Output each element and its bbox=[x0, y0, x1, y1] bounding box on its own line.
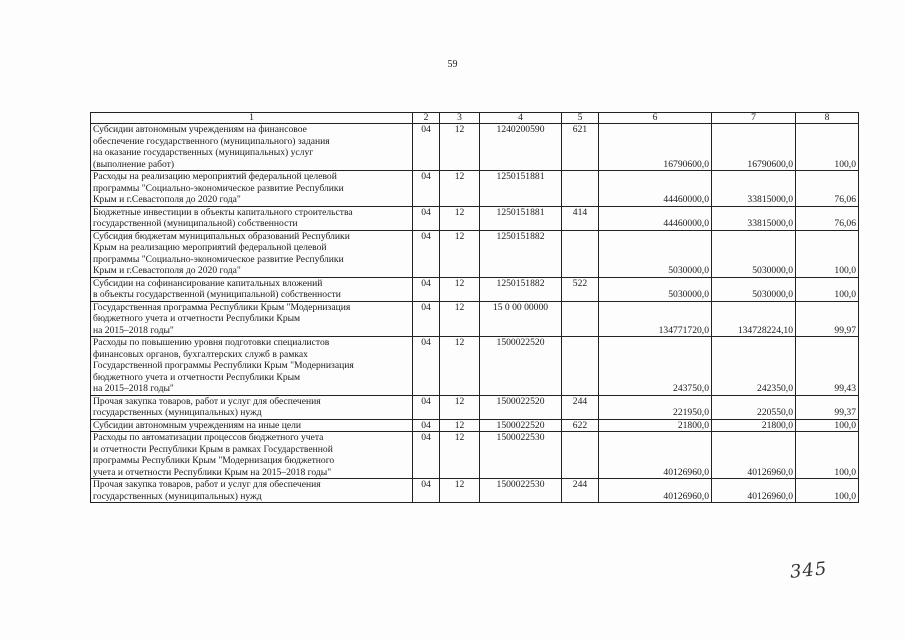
table-row bbox=[91, 277, 859, 301]
subsection-code-cell: 12 bbox=[440, 337, 480, 396]
executed-amount-cell: 40126960,0 bbox=[712, 479, 796, 503]
header-col-2: 2 bbox=[413, 113, 440, 124]
executed-amount-cell: 134728224,10 bbox=[712, 301, 796, 337]
expense-type-cell: 244 bbox=[562, 395, 599, 419]
row-name-cell bbox=[91, 395, 413, 419]
executed-amount-cell: 21800,0 bbox=[712, 419, 796, 432]
row-name-line: Прочая закупка товаров, работ и услуг для обеспечения bbox=[93, 395, 321, 407]
table-row bbox=[91, 124, 859, 171]
planned-amount-cell: 44460000,0 bbox=[599, 171, 712, 207]
target-article-cell: 1250151882 bbox=[480, 230, 562, 277]
subsection-code-cell: 12 bbox=[440, 171, 480, 207]
table-row bbox=[91, 171, 859, 207]
expense-type-cell bbox=[562, 230, 599, 277]
row-name-cell bbox=[91, 206, 413, 230]
subsection-code-cell: 12 bbox=[440, 277, 480, 301]
row-name-cell bbox=[91, 337, 413, 396]
row-name-line: программы "Социально-экономическое развитие Республики bbox=[93, 253, 344, 265]
page-number: 59 bbox=[447, 59, 458, 70]
target-article-cell: 1500022530 bbox=[480, 432, 562, 479]
planned-amount-cell: 44460000,0 bbox=[599, 206, 712, 230]
row-name-cell bbox=[91, 277, 413, 301]
row-name-line: Субсидии автономным учреждениям на иные цели bbox=[93, 419, 302, 431]
execution-percent-cell: 99,37 bbox=[796, 395, 859, 419]
table-row bbox=[91, 395, 859, 419]
target-article-cell: 1240200590 bbox=[480, 124, 562, 171]
row-name-line: государственных (муниципальных) нужд bbox=[93, 490, 262, 502]
planned-amount-cell: 221950,0 bbox=[599, 395, 712, 419]
subsection-code-cell: 12 bbox=[440, 124, 480, 171]
section-code-cell: 04 bbox=[413, 230, 440, 277]
header-col-4: 4 bbox=[480, 113, 562, 124]
expense-type-cell: 622 bbox=[562, 419, 599, 432]
table-body bbox=[91, 113, 859, 503]
executed-amount-cell: 242350,0 bbox=[712, 337, 796, 396]
expense-type-cell: 621 bbox=[562, 124, 599, 171]
header-col-8: 8 bbox=[796, 113, 859, 124]
executed-amount-cell: 220550,0 bbox=[712, 395, 796, 419]
row-name-line: Бюджетные инвестиции в объекты капитального строительства bbox=[93, 206, 353, 218]
section-code-cell: 04 bbox=[413, 395, 440, 419]
section-code-cell: 04 bbox=[413, 479, 440, 503]
row-name-cell bbox=[91, 171, 413, 207]
handwritten-sheet-number: 345 bbox=[789, 558, 829, 583]
subsection-code-cell: 12 bbox=[440, 206, 480, 230]
execution-percent-cell: 100,0 bbox=[796, 419, 859, 432]
execution-percent-cell: 100,0 bbox=[796, 432, 859, 479]
target-article-cell: 1250151881 bbox=[480, 206, 562, 230]
row-name-line: (выполнение работ) bbox=[93, 158, 175, 170]
row-name-line: и отчетности Республики Крым в рамках Государственной bbox=[93, 443, 333, 455]
row-name-line: Прочая закупка товаров, работ и услуг для обеспечения bbox=[93, 479, 321, 490]
planned-amount-cell: 134771720,0 bbox=[599, 301, 712, 337]
execution-percent-cell: 99,97 bbox=[796, 301, 859, 337]
table-row bbox=[91, 432, 859, 479]
target-article-cell: 1500022520 bbox=[480, 395, 562, 419]
section-code-cell: 04 bbox=[413, 206, 440, 230]
row-name-line: в объекты государственной (муниципальной) собственности bbox=[93, 289, 341, 300]
execution-percent-cell: 99,43 bbox=[796, 337, 859, 396]
executed-amount-cell: 33815000,0 bbox=[712, 171, 796, 207]
planned-amount-cell: 40126960,0 bbox=[599, 479, 712, 503]
header-col-5: 5 bbox=[562, 113, 599, 124]
table-header-row bbox=[91, 113, 859, 124]
section-code-cell: 04 bbox=[413, 124, 440, 171]
row-name-line: Крым и г.Севастополя до 2020 года" bbox=[93, 194, 241, 205]
row-name-line: государственной (муниципальной) собственности bbox=[93, 218, 298, 229]
expense-type-cell bbox=[562, 171, 599, 207]
row-name-line: программы "Социально-экономическое развитие Республики bbox=[93, 182, 344, 194]
row-name-cell bbox=[91, 419, 413, 432]
row-name-line: учета и отчетности Республики Крым на 2015–2018 годы" bbox=[93, 466, 332, 478]
section-code-cell: 04 bbox=[413, 277, 440, 301]
row-name-cell bbox=[91, 124, 413, 171]
row-name-line: Крым и г.Севастополя до 2020 года" bbox=[93, 265, 241, 276]
planned-amount-cell: 40126960,0 bbox=[599, 432, 712, 479]
target-article-cell: 1250151881 bbox=[480, 171, 562, 207]
header-col-6: 6 bbox=[599, 113, 712, 124]
section-code-cell: 04 bbox=[413, 337, 440, 396]
target-article-cell: 1500022530 bbox=[480, 479, 562, 503]
expense-type-cell: 244 bbox=[562, 479, 599, 503]
row-name-line: на 2015–2018 годы" bbox=[93, 383, 174, 394]
executed-amount-cell: 16790600,0 bbox=[712, 124, 796, 171]
execution-percent-cell: 100,0 bbox=[796, 277, 859, 301]
expense-type-cell bbox=[562, 337, 599, 396]
row-name-line: Государственной программы Республики Крым "Модернизация bbox=[93, 360, 354, 371]
execution-percent-cell: 100,0 bbox=[796, 124, 859, 171]
section-code-cell: 04 bbox=[413, 432, 440, 479]
planned-amount-cell: 5030000,0 bbox=[599, 230, 712, 277]
section-code-cell: 04 bbox=[413, 171, 440, 207]
row-name-line: Субсидии автономным учреждениям на финансовое bbox=[93, 124, 307, 135]
table-row bbox=[91, 337, 859, 396]
subsection-code-cell: 12 bbox=[440, 230, 480, 277]
row-name-line: бюджетного учета и отчетности Республики Крым bbox=[93, 371, 301, 383]
row-name-line: Субсидия бюджетам муниципальных образований Республики bbox=[93, 230, 350, 242]
expense-type-cell bbox=[562, 432, 599, 479]
expense-type-cell bbox=[562, 301, 599, 337]
subsection-code-cell: 12 bbox=[440, 479, 480, 503]
expense-type-cell: 414 bbox=[562, 206, 599, 230]
target-article-cell: 1250151882 bbox=[480, 277, 562, 301]
subsection-code-cell: 12 bbox=[440, 419, 480, 432]
row-name-line: на 2015–2018 годы" bbox=[93, 324, 174, 336]
subsection-code-cell: 12 bbox=[440, 432, 480, 479]
row-name-cell bbox=[91, 301, 413, 337]
execution-percent-cell: 76,06 bbox=[796, 171, 859, 207]
subsection-code-cell: 12 bbox=[440, 301, 480, 337]
planned-amount-cell: 21800,0 bbox=[599, 419, 712, 432]
row-name-line: Государственная программа Республики Крым "Модернизация bbox=[93, 301, 351, 313]
table-row bbox=[91, 301, 859, 337]
table-row bbox=[91, 230, 859, 277]
table-row bbox=[91, 419, 859, 432]
executed-amount-cell: 40126960,0 bbox=[712, 432, 796, 479]
target-article-cell: 1500022520 bbox=[480, 419, 562, 432]
row-name-cell bbox=[91, 479, 413, 503]
row-name-line: обеспечение государственного (муниципального) задания bbox=[93, 135, 330, 147]
row-name-cell bbox=[91, 432, 413, 479]
expense-type-cell: 522 bbox=[562, 277, 599, 301]
row-name-line: на оказание государственных (муниципальных) услуг bbox=[93, 147, 314, 158]
executed-amount-cell: 5030000,0 bbox=[712, 230, 796, 277]
budget-table bbox=[90, 112, 859, 503]
section-code-cell: 04 bbox=[413, 419, 440, 432]
subsection-code-cell: 12 bbox=[440, 395, 480, 419]
execution-percent-cell: 100,0 bbox=[796, 479, 859, 503]
executed-amount-cell: 5030000,0 bbox=[712, 277, 796, 301]
row-name-line: финансовых органов, бухгалтерских служб в рамках bbox=[93, 348, 308, 360]
row-name-line: бюджетного учета и отчетности Республики Крым bbox=[93, 313, 301, 324]
target-article-cell: 1500022520 bbox=[480, 337, 562, 396]
row-name-line: Расходы на реализацию мероприятий федеральной целевой bbox=[93, 171, 337, 182]
table-row bbox=[91, 479, 859, 503]
target-article-cell: 15 0 00 00000 bbox=[480, 301, 562, 337]
table-row bbox=[91, 206, 859, 230]
header-col-7: 7 bbox=[712, 113, 796, 124]
section-code-cell: 04 bbox=[413, 301, 440, 337]
planned-amount-cell: 5030000,0 bbox=[599, 277, 712, 301]
planned-amount-cell: 243750,0 bbox=[599, 337, 712, 396]
row-name-line: государственных (муниципальных) нужд bbox=[93, 407, 262, 418]
execution-percent-cell: 100,0 bbox=[796, 230, 859, 277]
header-col-1: 1 bbox=[91, 113, 413, 124]
planned-amount-cell: 16790600,0 bbox=[599, 124, 712, 171]
executed-amount-cell: 33815000,0 bbox=[712, 206, 796, 230]
row-name-line: Расходы по автоматизации процессов бюджетного учета bbox=[93, 432, 324, 443]
header-col-3: 3 bbox=[440, 113, 480, 124]
row-name-line: программы Республики Крым "Модернизация бюджетного bbox=[93, 455, 335, 466]
row-name-line: Крым на реализацию мероприятий федеральной целевой bbox=[93, 242, 327, 253]
row-name-line: Субсидии на софинансирование капитальных вложений bbox=[93, 277, 323, 289]
row-name-line: Расходы по повышению уровня подготовки специалистов bbox=[93, 337, 330, 348]
row-name-cell bbox=[91, 230, 413, 277]
execution-percent-cell: 76,06 bbox=[796, 206, 859, 230]
